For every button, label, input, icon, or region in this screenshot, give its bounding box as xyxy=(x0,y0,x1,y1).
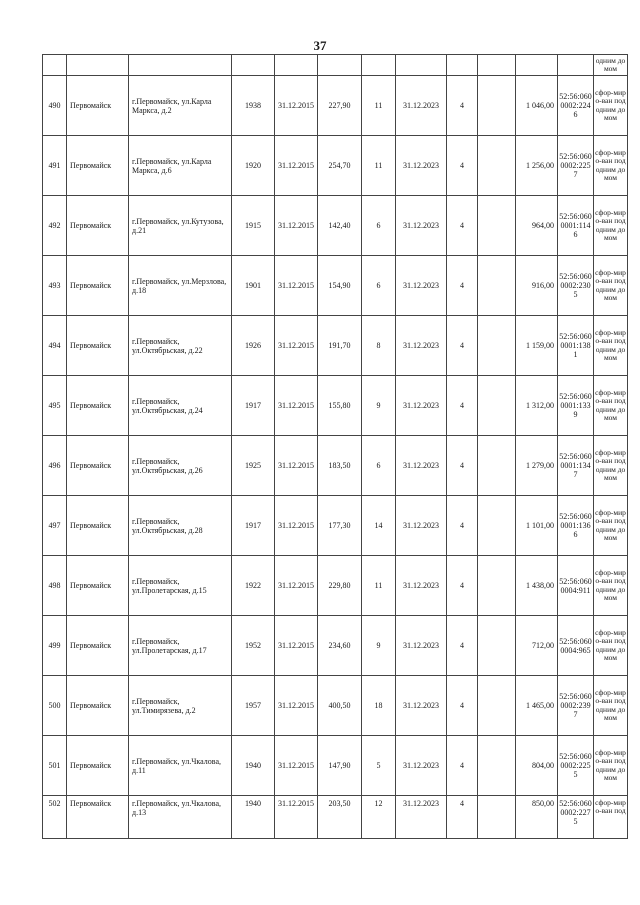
cell-note: сфор-миро-ван под одним домом xyxy=(594,436,628,496)
cell-number: 495 xyxy=(43,376,67,436)
cell-blank xyxy=(478,196,516,256)
cell-date-recognized: 31.12.2015 xyxy=(275,196,318,256)
cell-stage: 4 xyxy=(447,796,478,839)
cell-number: 499 xyxy=(43,616,67,676)
cell-settlement: Первомайск xyxy=(67,736,129,796)
cell-date-resettlement: 31.12.2023 xyxy=(396,316,447,376)
cell-settlement: Первомайск xyxy=(67,616,129,676)
cell-blank xyxy=(447,55,478,76)
table-row xyxy=(43,736,628,796)
cell-blank xyxy=(478,76,516,136)
cell-note: одним домом xyxy=(594,55,628,76)
cell-year: 1940 xyxy=(232,796,275,839)
cell-date-resettlement: 31.12.2023 xyxy=(396,76,447,136)
cell-year: 1901 xyxy=(232,256,275,316)
cell-residents: 6 xyxy=(362,196,396,256)
cell-cadastral-number: 52:56:0600002:2255 xyxy=(558,736,594,796)
cell-address: г.Первомайск, ул.Пролетарская, д.17 xyxy=(129,616,232,676)
cell-date-recognized: 31.12.2015 xyxy=(275,796,318,839)
cell-cadastral-number: 52:56:0600002:2257 xyxy=(558,136,594,196)
cell-address: г.Первомайск, ул.Карла Маркса, д.2 xyxy=(129,76,232,136)
registry-body xyxy=(43,55,628,839)
cell-cadastral-number: 52:56:0600001:1347 xyxy=(558,436,594,496)
cell-address: г.Первомайск, ул.Октябрьская, д.26 xyxy=(129,436,232,496)
cell-blank xyxy=(275,55,318,76)
cell-date-recognized: 31.12.2015 xyxy=(275,376,318,436)
cell-area: 227,90 xyxy=(318,76,362,136)
cell-settlement: Первомайск xyxy=(67,676,129,736)
table-row xyxy=(43,796,628,839)
cell-stage: 4 xyxy=(447,256,478,316)
cell-stage: 4 xyxy=(447,556,478,616)
cell-residents: 5 xyxy=(362,736,396,796)
cell-cadastral-number: 52:56:0600001:1381 xyxy=(558,316,594,376)
housing-registry-table xyxy=(42,54,628,839)
cell-area: 154,90 xyxy=(318,256,362,316)
cell-sum: 804,00 xyxy=(516,736,558,796)
cell-area: 400,50 xyxy=(318,676,362,736)
page-number: 37 xyxy=(313,38,327,53)
cell-residents: 9 xyxy=(362,616,396,676)
cell-date-recognized: 31.12.2015 xyxy=(275,436,318,496)
table-row xyxy=(43,196,628,256)
cell-number: 491 xyxy=(43,136,67,196)
cell-stage: 4 xyxy=(447,376,478,436)
cell-date-recognized: 31.12.2015 xyxy=(275,316,318,376)
cell-residents: 6 xyxy=(362,256,396,316)
cell-date-recognized: 31.12.2015 xyxy=(275,256,318,316)
table-row xyxy=(43,616,628,676)
cell-number: 490 xyxy=(43,76,67,136)
cell-address: г.Первомайск, ул.Карла Маркса, д.6 xyxy=(129,136,232,196)
cell-area: 254,70 xyxy=(318,136,362,196)
cell-residents: 6 xyxy=(362,436,396,496)
cell-blank xyxy=(478,316,516,376)
cell-note: сфор-миро-ван под одним домом xyxy=(594,376,628,436)
cell-note: сфор-миро-ван под xyxy=(594,796,628,839)
continuation-row xyxy=(43,55,628,76)
cell-sum: 1 465,00 xyxy=(516,676,558,736)
cell-year: 1926 xyxy=(232,316,275,376)
cell-address: г.Первомайск, ул.Октябрьская, д.24 xyxy=(129,376,232,436)
cell-year: 1915 xyxy=(232,196,275,256)
cell-stage: 4 xyxy=(447,436,478,496)
cell-cadastral-number: 52:56:0600002:2397 xyxy=(558,676,594,736)
table-row xyxy=(43,676,628,736)
cell-residents: 12 xyxy=(362,796,396,839)
cell-address: г.Первомайск, ул.Мерзлова, д.18 xyxy=(129,256,232,316)
cell-settlement: Первомайск xyxy=(67,136,129,196)
cell-year: 1922 xyxy=(232,556,275,616)
cell-residents: 8 xyxy=(362,316,396,376)
cell-year: 1938 xyxy=(232,76,275,136)
cell-blank xyxy=(478,496,516,556)
table-row xyxy=(43,76,628,136)
table-row xyxy=(43,436,628,496)
cell-note: сфор-миро-ван под одним домом xyxy=(594,676,628,736)
cell-year: 1917 xyxy=(232,496,275,556)
cell-note: сфор-миро-ван под одним домом xyxy=(594,136,628,196)
cell-address: г.Первомайск, ул.Пролетарская, д.15 xyxy=(129,556,232,616)
table-row xyxy=(43,556,628,616)
cell-date-resettlement: 31.12.2023 xyxy=(396,376,447,436)
cell-settlement: Первомайск xyxy=(67,316,129,376)
cell-settlement: Первомайск xyxy=(67,796,129,839)
cell-number: 501 xyxy=(43,736,67,796)
cell-sum: 1 279,00 xyxy=(516,436,558,496)
cell-date-recognized: 31.12.2015 xyxy=(275,496,318,556)
cell-date-recognized: 31.12.2015 xyxy=(275,616,318,676)
cell-year: 1957 xyxy=(232,676,275,736)
cell-area: 234,60 xyxy=(318,616,362,676)
cell-date-recognized: 31.12.2015 xyxy=(275,556,318,616)
cell-blank xyxy=(478,676,516,736)
cell-blank xyxy=(396,55,447,76)
cell-note: сфор-миро-ван под одним домом xyxy=(594,556,628,616)
cell-blank xyxy=(478,136,516,196)
cell-date-resettlement: 31.12.2023 xyxy=(396,796,447,839)
cell-blank xyxy=(362,55,396,76)
cell-sum: 916,00 xyxy=(516,256,558,316)
cell-note: сфор-миро-ван под одним домом xyxy=(594,736,628,796)
cell-settlement: Первомайск xyxy=(67,556,129,616)
cell-date-resettlement: 31.12.2023 xyxy=(396,616,447,676)
cell-year: 1940 xyxy=(232,736,275,796)
cell-blank xyxy=(516,55,558,76)
cell-residents: 9 xyxy=(362,376,396,436)
cell-number: 497 xyxy=(43,496,67,556)
table-row xyxy=(43,496,628,556)
cell-area: 147,90 xyxy=(318,736,362,796)
cell-date-resettlement: 31.12.2023 xyxy=(396,556,447,616)
cell-blank xyxy=(478,796,516,839)
cell-blank xyxy=(478,436,516,496)
cell-cadastral-number: 52:56:0600002:2305 xyxy=(558,256,594,316)
cell-settlement: Первомайск xyxy=(67,76,129,136)
cell-sum: 712,00 xyxy=(516,616,558,676)
cell-note: сфор-миро-ван под одним домом xyxy=(594,496,628,556)
cell-area: 183,50 xyxy=(318,436,362,496)
cell-residents: 18 xyxy=(362,676,396,736)
cell-date-resettlement: 31.12.2023 xyxy=(396,136,447,196)
cell-blank xyxy=(318,55,362,76)
cell-address: г.Первомайск, ул.Чкалова, д.13 xyxy=(129,796,232,839)
cell-blank xyxy=(67,55,129,76)
cell-stage: 4 xyxy=(447,496,478,556)
cell-address: г.Первомайск, ул.Октябрьская, д.22 xyxy=(129,316,232,376)
cell-settlement: Первомайск xyxy=(67,436,129,496)
cell-blank xyxy=(129,55,232,76)
cell-area: 177,30 xyxy=(318,496,362,556)
cell-blank xyxy=(478,616,516,676)
cell-settlement: Первомайск xyxy=(67,196,129,256)
cell-cadastral-number: 52:56:0600001:1339 xyxy=(558,376,594,436)
cell-date-resettlement: 31.12.2023 xyxy=(396,496,447,556)
cell-note: сфор-миро-ван под одним домом xyxy=(594,256,628,316)
cell-sum: 1 046,00 xyxy=(516,76,558,136)
cell-number: 498 xyxy=(43,556,67,616)
cell-date-resettlement: 31.12.2023 xyxy=(396,436,447,496)
cell-cadastral-number: 52:56:0600001:1146 xyxy=(558,196,594,256)
cell-residents: 14 xyxy=(362,496,396,556)
cell-cadastral-number: 52:56:0600001:1366 xyxy=(558,496,594,556)
cell-blank xyxy=(478,736,516,796)
table-row xyxy=(43,376,628,436)
cell-settlement: Первомайск xyxy=(67,376,129,436)
cell-sum: 964,00 xyxy=(516,196,558,256)
cell-stage: 4 xyxy=(447,196,478,256)
cell-cadastral-number: 52:56:0600004:965 xyxy=(558,616,594,676)
cell-year: 1917 xyxy=(232,376,275,436)
cell-number: 496 xyxy=(43,436,67,496)
cell-cadastral-number: 52:56:0600002:2275 xyxy=(558,796,594,839)
cell-blank xyxy=(478,256,516,316)
cell-date-recognized: 31.12.2015 xyxy=(275,76,318,136)
cell-date-resettlement: 31.12.2023 xyxy=(396,736,447,796)
cell-blank xyxy=(478,556,516,616)
cell-settlement: Первомайск xyxy=(67,496,129,556)
cell-residents: 11 xyxy=(362,556,396,616)
cell-number: 494 xyxy=(43,316,67,376)
cell-address: г.Первомайск, ул.Октябрьская, д.28 xyxy=(129,496,232,556)
cell-number: 502 xyxy=(43,796,67,839)
cell-area: 155,80 xyxy=(318,376,362,436)
cell-note: сфор-миро-ван под одним домом xyxy=(594,76,628,136)
cell-date-resettlement: 31.12.2023 xyxy=(396,676,447,736)
cell-residents: 11 xyxy=(362,76,396,136)
cell-cadastral-number: 52:56:0600004:911 xyxy=(558,556,594,616)
cell-number: 492 xyxy=(43,196,67,256)
cell-year: 1925 xyxy=(232,436,275,496)
cell-sum: 1 312,00 xyxy=(516,376,558,436)
cell-stage: 4 xyxy=(447,676,478,736)
cell-address: г.Первомайск, ул.Тимирязева, д.2 xyxy=(129,676,232,736)
cell-sum: 1 438,00 xyxy=(516,556,558,616)
cell-sum: 1 159,00 xyxy=(516,316,558,376)
cell-number: 500 xyxy=(43,676,67,736)
cell-year: 1920 xyxy=(232,136,275,196)
cell-note: сфор-миро-ван под одним домом xyxy=(594,616,628,676)
cell-blank xyxy=(43,55,67,76)
cell-date-resettlement: 31.12.2023 xyxy=(396,256,447,316)
cell-note: сфор-миро-ван под одним домом xyxy=(594,196,628,256)
cell-area: 142,40 xyxy=(318,196,362,256)
table-row xyxy=(43,256,628,316)
cell-residents: 11 xyxy=(362,136,396,196)
cell-sum: 1 101,00 xyxy=(516,496,558,556)
table-row xyxy=(43,316,628,376)
cell-stage: 4 xyxy=(447,136,478,196)
cell-date-recognized: 31.12.2015 xyxy=(275,136,318,196)
cell-stage: 4 xyxy=(447,76,478,136)
cell-sum: 1 256,00 xyxy=(516,136,558,196)
cell-cadastral-number: 52:56:0600002:2246 xyxy=(558,76,594,136)
table-row xyxy=(43,136,628,196)
cell-address: г.Первомайск, ул.Чкалова, д.11 xyxy=(129,736,232,796)
cell-year: 1952 xyxy=(232,616,275,676)
cell-blank xyxy=(478,55,516,76)
cell-number: 493 xyxy=(43,256,67,316)
cell-area: 229,80 xyxy=(318,556,362,616)
cell-settlement: Первомайск xyxy=(67,256,129,316)
cell-blank xyxy=(558,55,594,76)
cell-blank xyxy=(232,55,275,76)
cell-address: г.Первомайск, ул.Кутузова, д.21 xyxy=(129,196,232,256)
cell-area: 203,50 xyxy=(318,796,362,839)
cell-blank xyxy=(478,376,516,436)
cell-stage: 4 xyxy=(447,616,478,676)
cell-sum: 850,00 xyxy=(516,796,558,839)
cell-note: сфор-миро-ван под одним домом xyxy=(594,316,628,376)
cell-stage: 4 xyxy=(447,736,478,796)
cell-area: 191,70 xyxy=(318,316,362,376)
cell-stage: 4 xyxy=(447,316,478,376)
cell-date-resettlement: 31.12.2023 xyxy=(396,196,447,256)
cell-date-recognized: 31.12.2015 xyxy=(275,736,318,796)
cell-date-recognized: 31.12.2015 xyxy=(275,676,318,736)
